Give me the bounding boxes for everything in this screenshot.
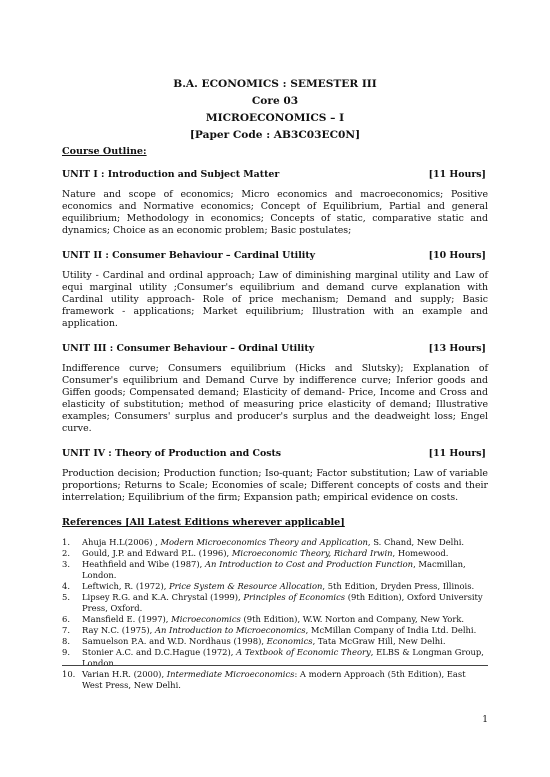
course-outline-heading: Course Outline: [62, 146, 147, 157]
reference-item [62, 559, 488, 581]
page-number: 1 [482, 715, 488, 725]
reference-text: Stonier A.C. and D.C.Hague (1972), A Textbook of Economic Theory, ELBS & Longman Group, London. [82, 647, 484, 668]
unit-description: Production decision; Production function; Iso-quant; Factor substitution; Law of variable proportions; Returns to Scale; Economies of scale; Different concepts of costs and their interrelation; Equilibrium of the firm; Expansion path; empirical evidence on costs. [62, 468, 488, 503]
reference-number: 10. [62, 669, 76, 679]
reference-number: 7. [62, 625, 70, 635]
unit-hours: [13 Hours] [428, 343, 486, 354]
unit-title: UNIT III : Consumer Behaviour – Ordinal Utility [62, 343, 315, 354]
reference-item [62, 581, 488, 592]
unit-heading [62, 250, 488, 261]
reference-number: 8. [62, 636, 70, 646]
reference-text: Samuelson P.A. and W.D. Nordhaus (1998), Economics, Tata McGraw Hill, New Delhi. [82, 636, 446, 646]
core-label: Core 03 [251, 95, 299, 107]
reference-text: Gould, J.P. and Edward P.L. (1996), Microeconomic Theory, Richard Irwin, Homewood. [82, 548, 449, 558]
unit-description: Indifference curve; Consumers equilibrium (Hicks and Slutsky); Explanation of Consumer's equilibrium and Demand Curve by indifference curve; Inferior goods and Giffen goods; Compensated demand; Elasticity of demand- Price, Income and Cross and elasticity of substitution; method of measuring price elasticity of demand; Illustrative examples; Consumers' surplus and producer's surplus and the deadweight loss; Engel curve. [62, 363, 488, 434]
unit-hours: [10 Hours] [428, 250, 486, 261]
unit-hours: [11 Hours] [428, 169, 486, 180]
reference-text: Mansfield E. (1997), Microeconomics (9th Edition), W.W. Norton and Company, New York. [82, 614, 465, 624]
reference-text: Heathfield and Wibe (1987), An Introduction to Cost and Production Function, Macmillan, London. [82, 559, 466, 580]
unit-title: UNIT I : Introduction and Subject Matter [62, 169, 280, 180]
reference-item [62, 669, 488, 691]
reference-number: 2. [62, 548, 70, 558]
document-page [62, 78, 488, 691]
reference-text: Leftwich, R. (1972), Price System & Resource Allocation, 5th Edition, Dryden Press, Illinois. [82, 581, 475, 591]
course-title: MICROECONOMICS – I [205, 112, 345, 124]
reference-number: 9. [62, 647, 70, 657]
unit-1 [62, 169, 488, 237]
reference-text: Ray N.C. (1975), An Introduction to Microeconomics, McMillan Company of India Ltd. Delhi. [82, 625, 477, 635]
unit-description: Utility - Cardinal and ordinal approach; Law of diminishing marginal utility and Law of equi marginal utility ;Consumer's equilibrium and demand curve explanation with Cardinal utility approach- Role of price mechanism; Demand and supply; Basic framework - applications; Market equilibrium; Illustration with an example and application. [62, 270, 488, 329]
reference-number: 4. [62, 581, 70, 591]
reference-item [62, 636, 488, 647]
references-heading: References [All Latest Editions wherever applicable] [62, 517, 345, 528]
paper-code: [Paper Code : AB3C03EC0N] [189, 129, 361, 141]
unit-title: UNIT II : Consumer Behaviour – Cardinal Utility [62, 250, 316, 261]
reference-text: Ahuja H.L(2006) , Modern Microeconomics Theory and Application, S. Chand, New Delhi. [82, 537, 465, 547]
footer-divider [62, 665, 488, 666]
unit-4 [62, 448, 488, 504]
reference-item [62, 625, 488, 636]
reference-text: Varian H.R. (2000), Intermediate Microeconomics: A modern Approach (5th Edition), East West Press, New Delhi. [82, 669, 466, 690]
reference-item [62, 537, 488, 548]
unit-3 [62, 343, 488, 435]
reference-item [62, 592, 488, 614]
unit-hours: [11 Hours] [428, 448, 486, 459]
reference-number: 5. [62, 592, 70, 602]
reference-number: 3. [62, 559, 70, 569]
reference-item [62, 548, 488, 559]
unit-description: Nature and scope of economics; Micro economics and macroeconomics; Positive economics and Normative economics; Concept of Equilibrium, Partial and general equilibrium; Methodology in economics; Concepts of static, comparative static and dynamics; Choice as an economic problem; Basic postulates; [62, 189, 488, 236]
reference-number: 1. [62, 537, 70, 547]
reference-item [62, 614, 488, 625]
unit-heading [62, 343, 488, 354]
reference-number: 6. [62, 614, 70, 624]
references-list [62, 537, 488, 691]
unit-heading [62, 169, 488, 180]
reference-text: Lipsey R.G. and K.A. Chrystal (1999), Principles of Economics (9th Edition), Oxford University Press, Oxford. [82, 592, 483, 613]
unit-2 [62, 250, 488, 330]
program-title: B.A. ECONOMICS : SEMESTER III [173, 78, 377, 90]
unit-heading [62, 448, 488, 459]
unit-title: UNIT IV : Theory of Production and Costs [62, 448, 282, 459]
